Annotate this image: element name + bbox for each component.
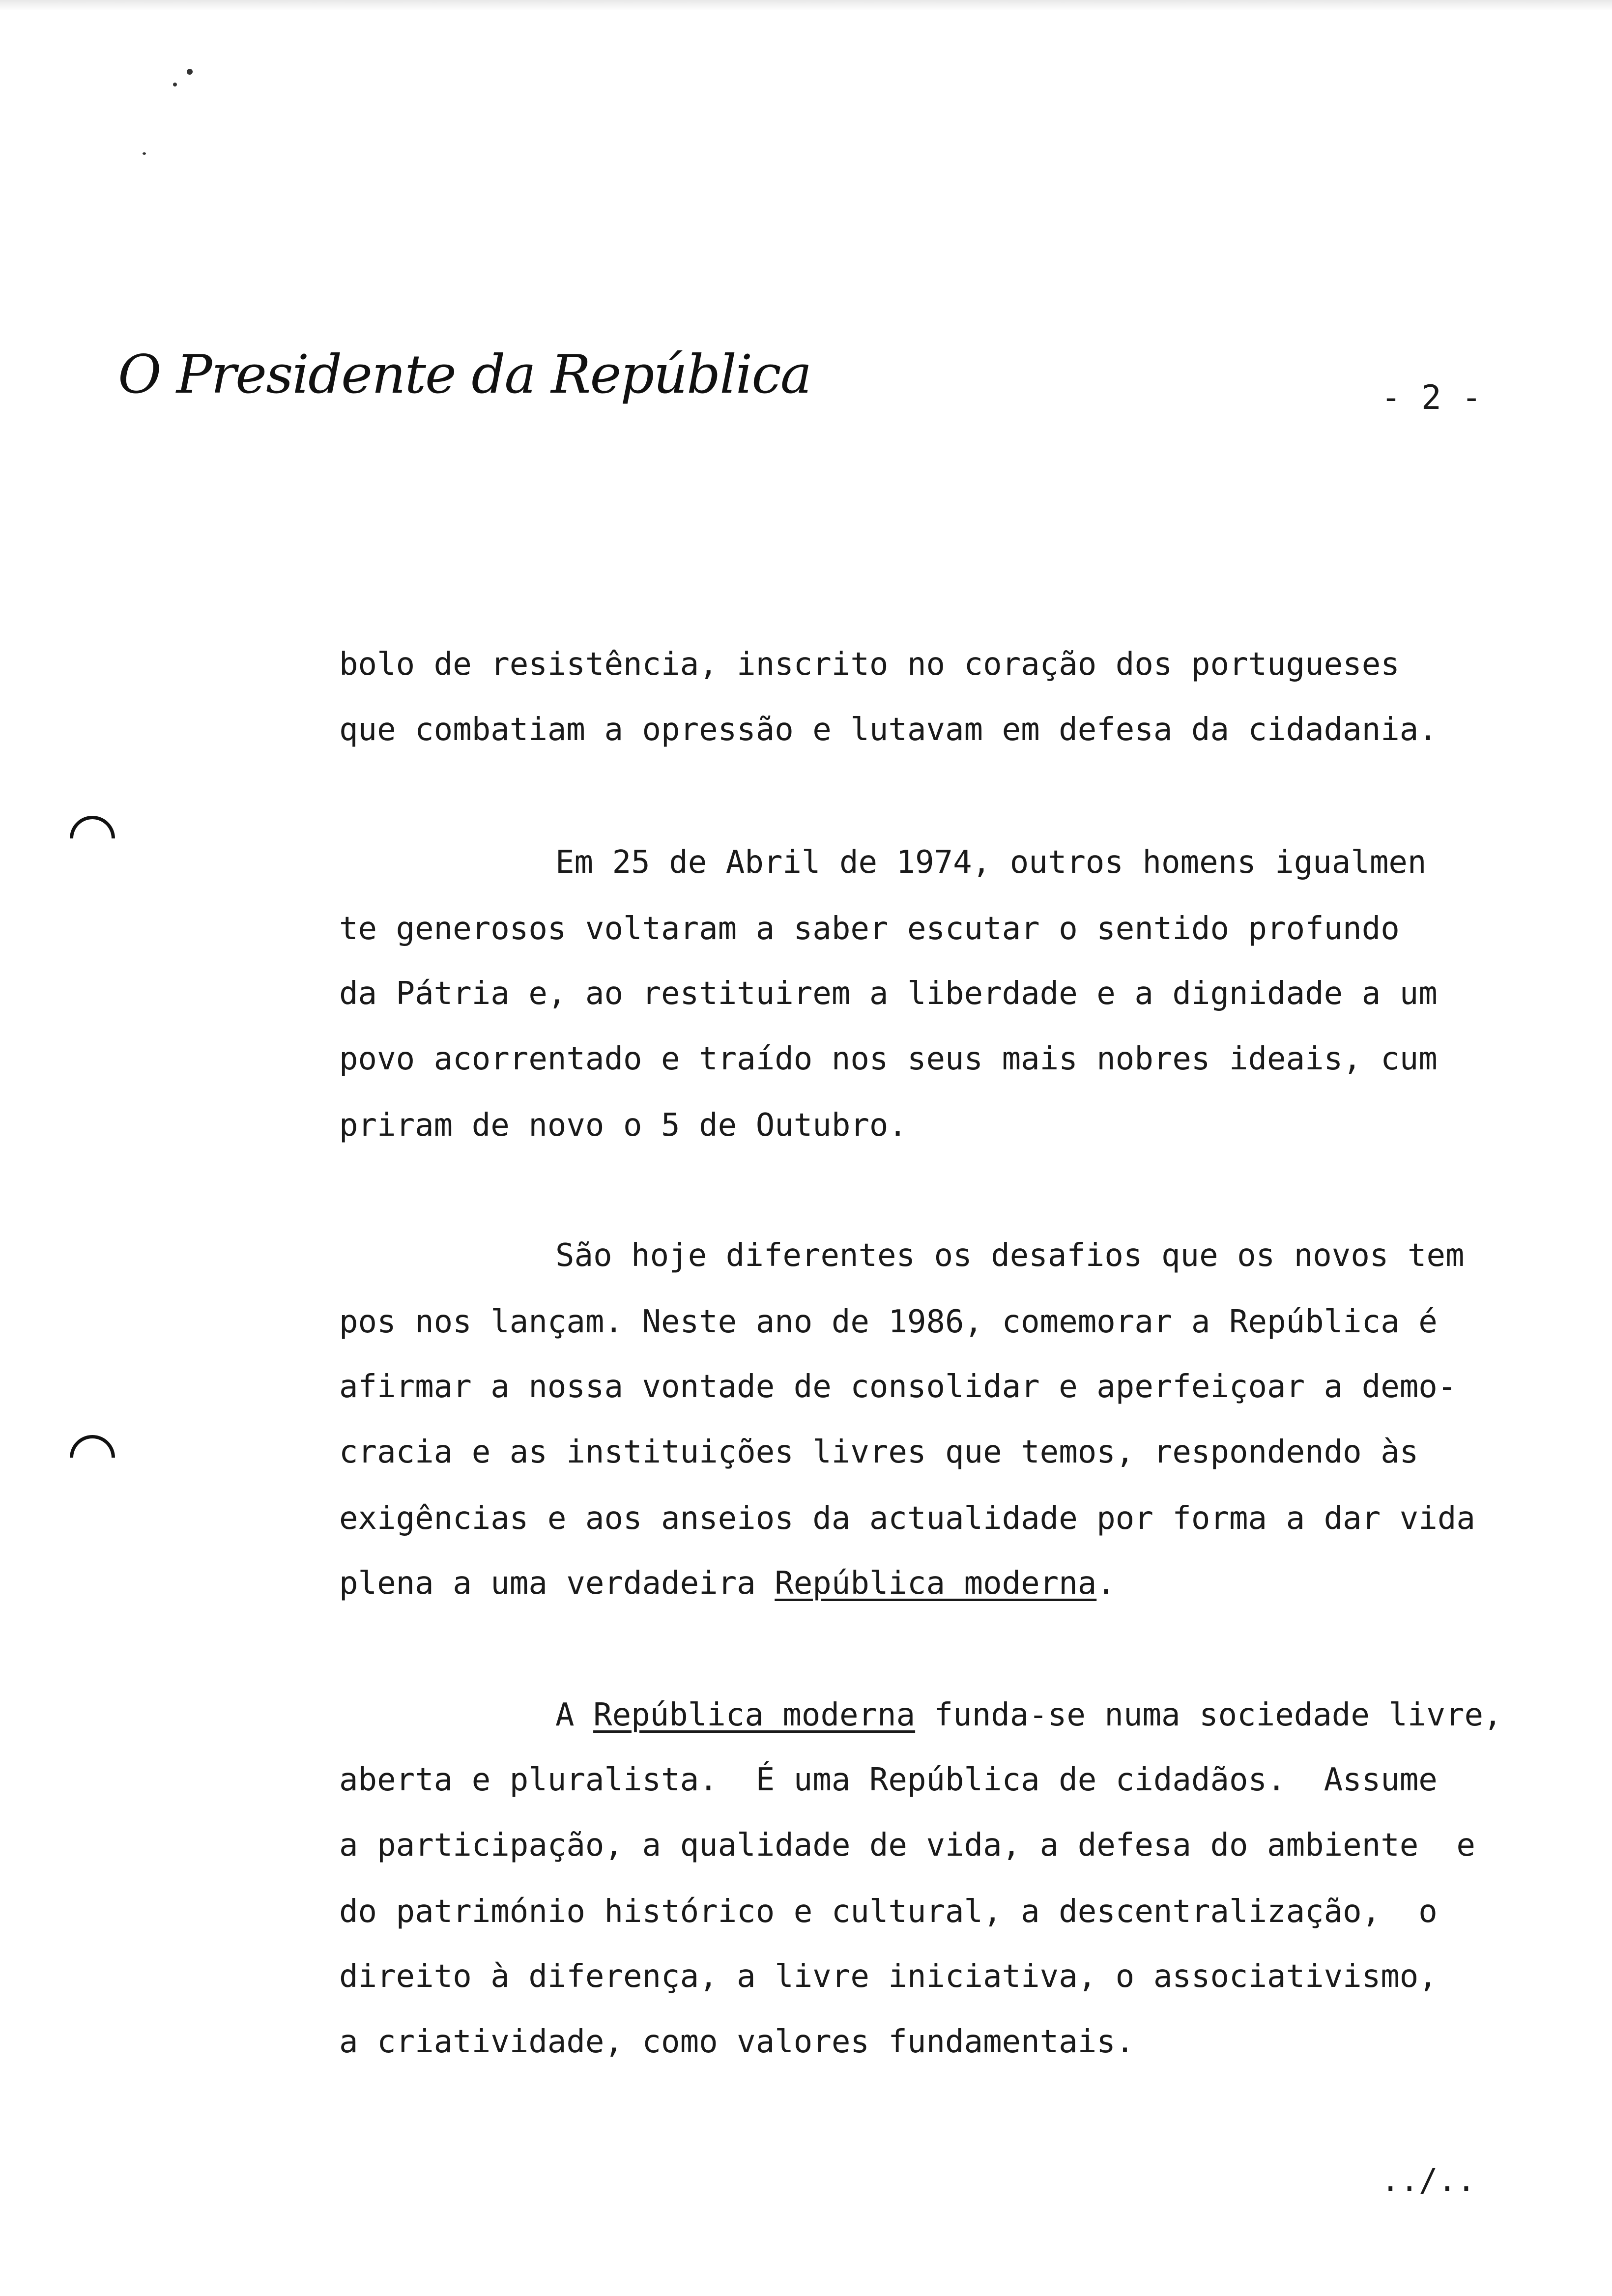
paragraph-4-line-1 — [555, 1695, 1502, 1735]
continuation-mark: ../.. — [1381, 2162, 1476, 2199]
paragraph-3-line-5: exigências e aos anseios da actualidade por forma a dar vida — [339, 1500, 1475, 1537]
paragraph-4-line-5: direito à diferença, a livre iniciativa, o associativismo, — [339, 1958, 1438, 1995]
scan-speck — [173, 83, 177, 86]
paragraph-3-line-3: afirmar a nossa vontade de consolidar e aperfeiçoar a demo- — [339, 1369, 1457, 1405]
paragraph-2-line-1: Em 25 de Abril de 1974, outros homens igualmen — [555, 844, 1427, 881]
paragraph-2-line-2: te generosos voltaram a saber escutar o sentido profundo — [339, 911, 1400, 947]
underlined-phrase: República moderna — [593, 1697, 916, 1733]
paragraph-4-line-6: a criatividade, como valores fundamentais. — [339, 2024, 1135, 2060]
paragraph-2-line-5: priram de novo o 5 de Outubro. — [339, 1107, 907, 1144]
text-run: . — [1096, 1565, 1116, 1602]
punch-hole-icon — [60, 1426, 124, 1490]
paragraph-3-line-1: São hoje diferentes os desafios que os novos tem — [555, 1237, 1465, 1274]
paragraph-3-line-6 — [339, 1564, 1116, 1603]
paragraph-2-line-3: da Pátria e, ao restituirem a liberdade e a dignidade a um — [339, 976, 1438, 1012]
punch-hole-icon — [60, 806, 124, 870]
paragraph-1-line-1: bolo de resistência, inscrito no coração dos portugueses — [339, 646, 1400, 683]
scan-speck — [143, 152, 146, 155]
paragraph-3-line-2: pos nos lançam. Neste ano de 1986, comemorar a República é — [339, 1304, 1438, 1340]
underlined-phrase: República moderna — [775, 1565, 1097, 1602]
letterhead-title: O Presidente da República — [118, 344, 811, 405]
scan-speck — [187, 69, 193, 75]
page-number: - 2 - — [1381, 378, 1482, 417]
scan-edge — [0, 0, 1612, 11]
text-run: A — [555, 1697, 594, 1733]
paragraph-4-line-3: a participação, a qualidade de vida, a defesa do ambiente e — [339, 1827, 1475, 1864]
paragraph-3-line-4: cracia e as instituições livres que temos, respondendo às — [339, 1434, 1419, 1470]
text-run: funda-se numa sociedade livre, — [915, 1697, 1502, 1733]
paragraph-2-line-4: povo acorrentado e traído nos seus mais nobres ideais, cum — [339, 1041, 1438, 1077]
text-run: plena a uma verdadeira — [339, 1565, 775, 1602]
paragraph-4-line-4: do património histórico e cultural, a descentralização, o — [339, 1894, 1438, 1930]
paragraph-1-line-2: que combatiam a opressão e lutavam em defesa da cidadania. — [339, 712, 1438, 748]
paragraph-4-line-2: aberta e pluralista. É uma República de cidadãos. Assume — [339, 1762, 1438, 1798]
